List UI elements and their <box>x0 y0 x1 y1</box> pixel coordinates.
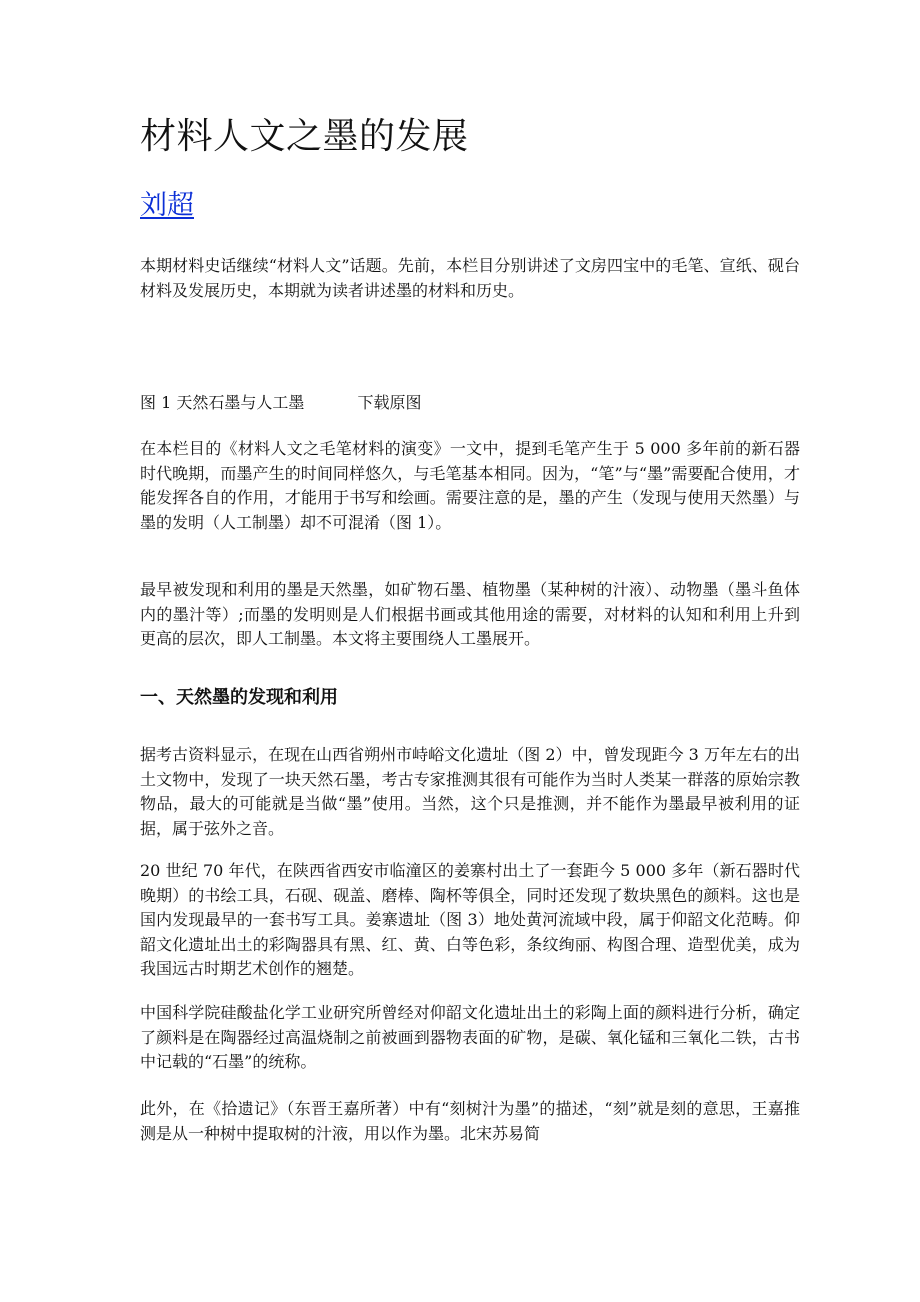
figure-caption: 图 1 天然石墨与人工墨 <box>140 393 305 412</box>
figure-caption-row <box>140 390 421 416</box>
article-title: 材料人文之墨的发展 <box>140 116 469 157</box>
section-heading: 一、天然墨的发现和利用 <box>140 687 338 708</box>
download-original-link[interactable]: 下载原图 <box>357 393 422 412</box>
body-paragraph-1: 在本栏目的《材料人文之毛笔材料的演变》一文中，提到毛笔产生于 5 000 多年前的新石器时代晚期，而墨产生的时间同样悠久，与毛笔基本相同。因为，“笔”与“墨”需要配合使用，才能发挥各自的作用，才能用于书写和绘画。需要注意的是，墨的产生（发现与使用天然墨）与墨的发明（人工制墨）却不可混淆（图 1）。 <box>140 439 800 532</box>
section-paragraph-1: 据考古资料显示，在现在山西省朔州市峙峪文化遗址（图 2）中，曾发现距今 3 万年左右的出土文物中，发现了一块天然石墨，考古专家推测其很有可能作为当时人类某一群落的原始宗教物品，最大的可能就是当做“墨”使用。当然，这个只是推测，并不能作为墨最早被利用的证据，属于弦外之音。 <box>140 745 800 838</box>
intro-paragraph: 本期材料史话继续“材料人文”话题。先前，本栏目分别讲述了文房四宝中的毛笔、宣纸、砚台材料及发展历史，本期就为读者讲述墨的材料和历史。 <box>140 256 800 300</box>
section-paragraph-4: 此外，在《拾遗记》（东晋王嘉所著）中有“刻树汁为墨”的描述，“刻”就是刻的意思，王嘉推测是从一种树中提取树的汁液，用以作为墨。北宋苏易简 <box>140 1099 800 1143</box>
author-link[interactable]: 刘超 <box>140 190 194 221</box>
body-paragraph-2: 最早被发现和利用的墨是天然墨，如矿物石墨、植物墨（某种树的汁液）、动物墨（墨斗鱼体内的墨汁等）;而墨的发明则是人们根据书画或其他用途的需要，对材料的认知和利用上升到更高的层次，即人工制墨。本文将主要围绕人工墨展开。 <box>140 580 800 648</box>
section-paragraph-3: 中国科学院硅酸盐化学工业研究所曾经对仰韶文化遗址出土的彩陶上面的颜料进行分析，确定了颜料是在陶器经过高温烧制之前被画到器物表面的矿物，是碳、氧化锰和三氧化二铁，古书中记载的“石墨”的统称。 <box>140 1003 800 1071</box>
section-paragraph-2: 20 世纪 70 年代，在陕西省西安市临潼区的姜寨村出土了一套距今 5 000 多年（新石器时代晚期）的书绘工具，石砚、砚盖、磨棒、陶杯等俱全，同时还发现了数块黑色的颜料。这也是国内发现最早的一套书写工具。姜寨遗址（图 3）地处黄河流域中段，属于仰韶文化范畴。仰韶文化遗址出土的彩陶器具有黑、红、黄、白等色彩，条纹绚丽、构图合理、造型优美，成为我国远古时期艺术创作的翘楚。 <box>140 861 800 978</box>
